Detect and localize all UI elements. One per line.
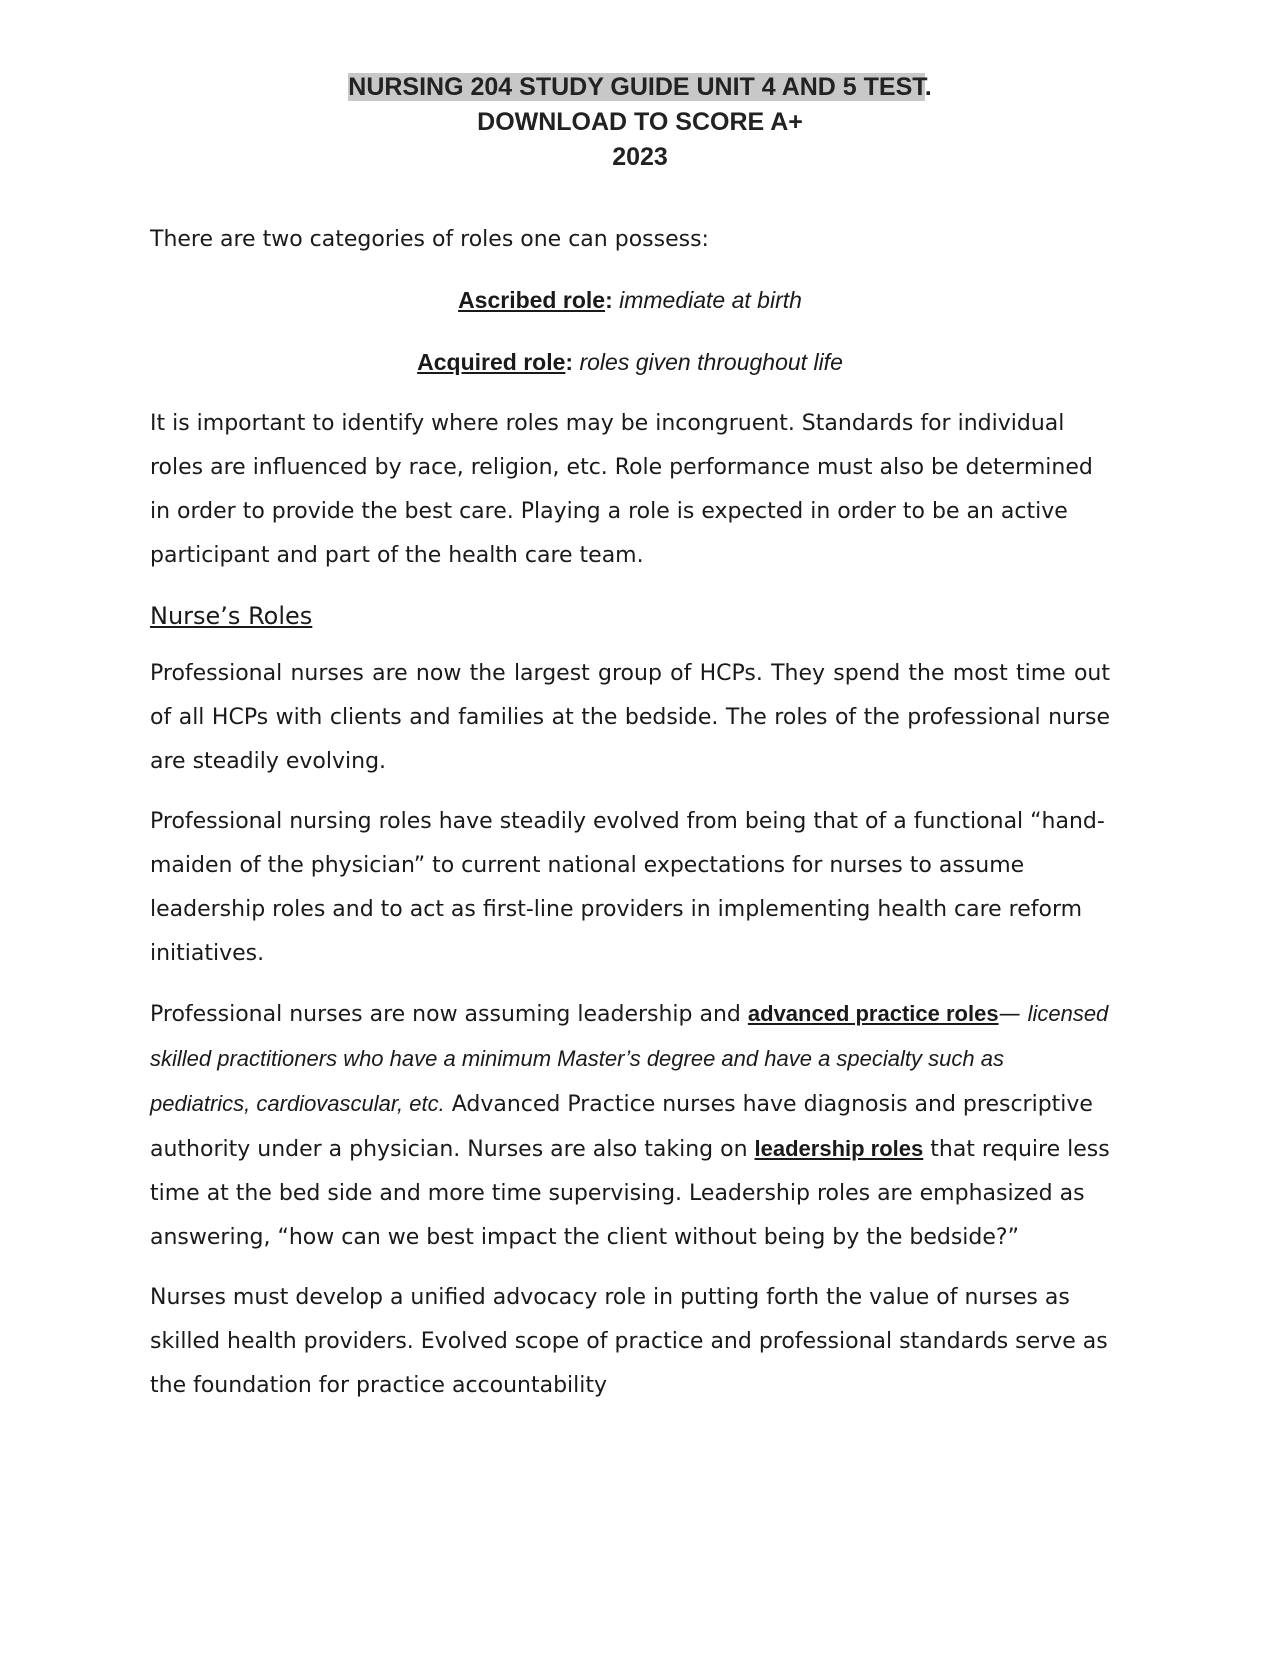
ascribed-role-definition: immediate at birth (612, 287, 802, 313)
acquired-role-definition: roles given throughout life (573, 349, 843, 375)
ascribed-role-line: Ascribed role: immediate at birth (458, 287, 802, 313)
advanced-practice-paragraph: Professional nurses are now assuming leadership and advanced practice roles— licensed skilled practitioners who have a minimum Master’s degree and have a specialty such as pediatrics, cardiovascular, etc. Advanced Practice nurses have diagnosis and prescriptive authority under a physician. Nurses are also taking on leadership roles that require less time at the bed side and more time supervising. Leadership roles are emphasized as answering, “how can we best impact the client without being by the bedside?” (150, 1001, 1110, 1250)
section-heading: Nurse’s Roles (150, 602, 313, 630)
acquired-role-term: Acquired role (417, 349, 566, 375)
ascribed-role-term: Ascribed role (458, 287, 606, 313)
title-line-3: 2023 (612, 143, 668, 171)
acquired-role-line: Acquired role: roles given throughout life (417, 349, 843, 375)
roles-paragraph: It is important to identify where roles may be incongruent. Standards for individual roles are influenced by race, religion, etc. Role performance must also be determined in order to provide the best care. Playing a role is expected in order to be an active participant and part of the health care team. (150, 411, 1093, 568)
advocacy-paragraph: Nurses must develop a unified advocacy role in putting forth the value of nurses as skilled health providers. Evolved scope of practice and professional standards serve as the foundation for practice accountability (150, 1285, 1108, 1398)
nurses-hcp-paragraph: Professional nurses are now the largest group of HCPs. They spend the most time out of all HCPs with clients and families at the bedside. The roles of the professional nurse are steadily evolving. (150, 661, 1110, 774)
advanced-practice-definition: licensed skilled practitioners who have a minimum Master’s degree and have a specialty such as pediatrics, cardiovascular, etc. (150, 1001, 1109, 1116)
advanced-practice-term: advanced practice roles (747, 1001, 999, 1026)
intro-paragraph: There are two categories of roles one can possess: (150, 227, 709, 252)
title-line-1: NURSING 204 STUDY GUIDE UNIT 4 AND 5 TEST. (348, 73, 932, 101)
document-body (150, 218, 1110, 1424)
leadership-roles-term: leadership roles (754, 1136, 924, 1161)
document-title (0, 70, 1280, 175)
evolution-paragraph: Professional nursing roles have steadily evolved from being that of a functional “hand- maiden of the physician” to current national expectations for nurses to assume leadership roles and to act as first-line providers in implementing health care reform initiatives. (150, 809, 1105, 966)
title-highlight: NURSING 204 STUDY GUIDE UNIT 4 AND 5 TEST (348, 73, 925, 101)
title-line-2: DOWNLOAD TO SCORE A+ (477, 108, 803, 136)
